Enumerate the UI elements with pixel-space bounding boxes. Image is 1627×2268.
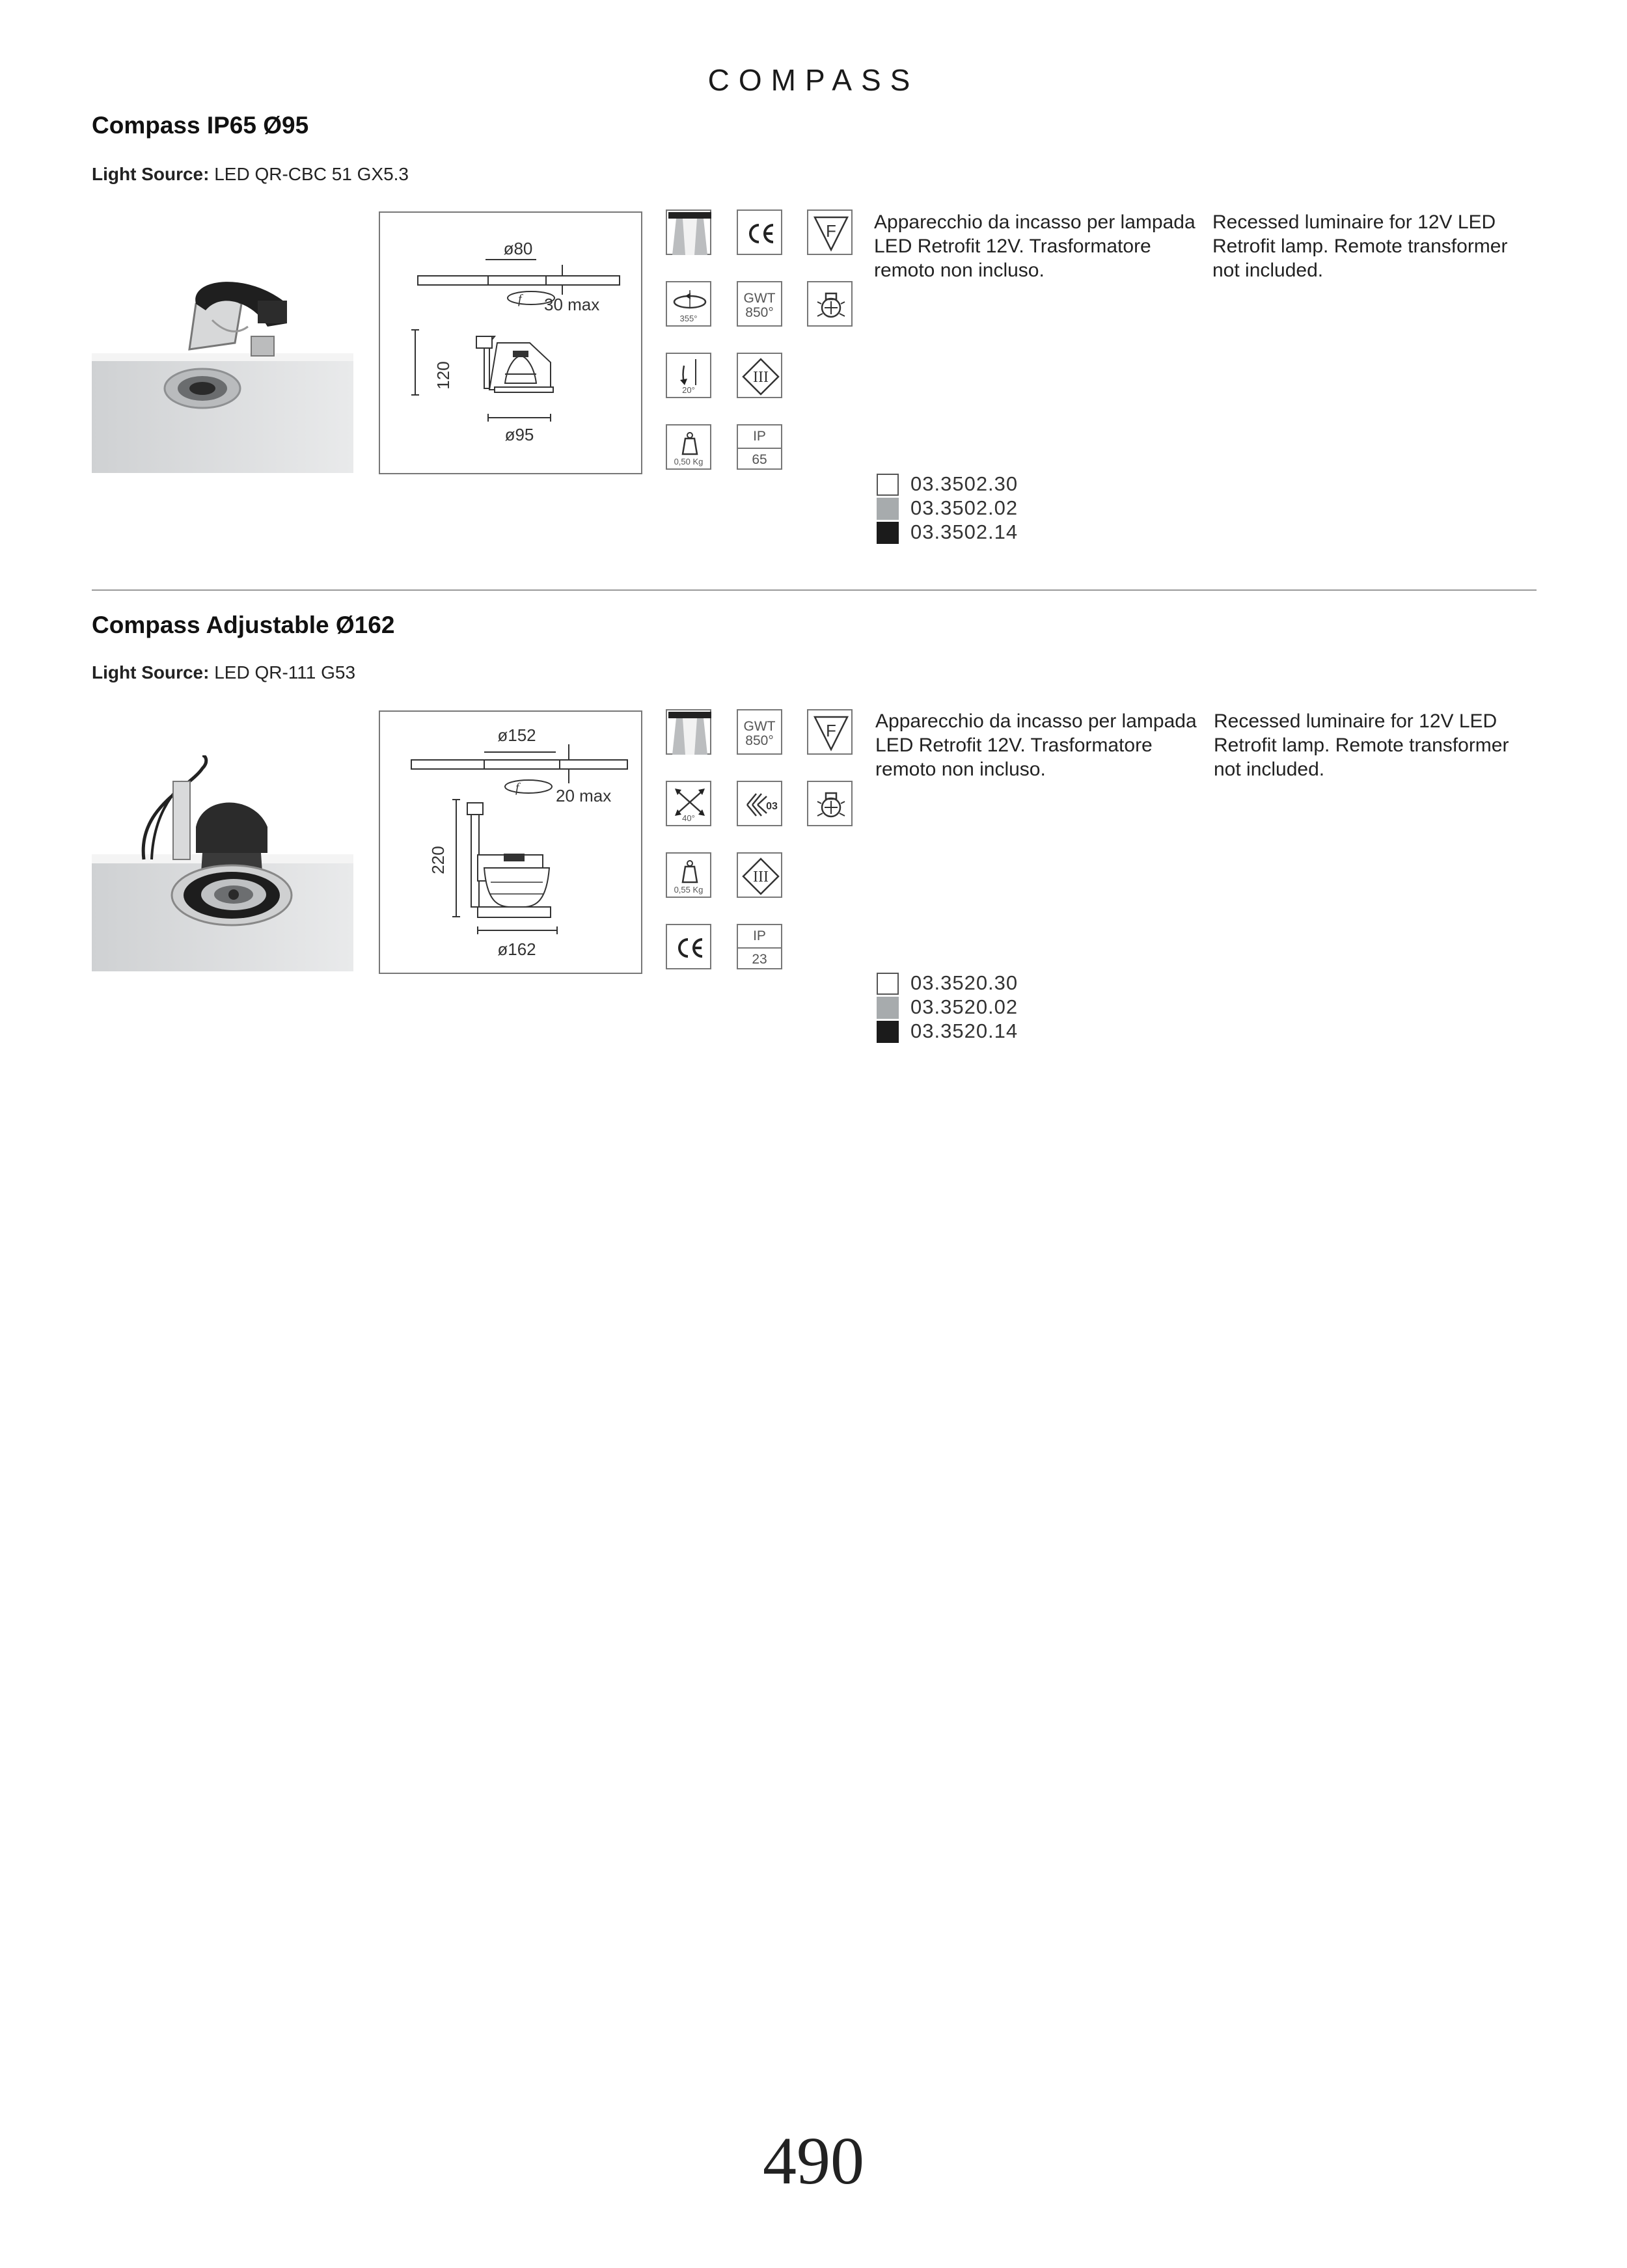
dim-height: 220	[428, 846, 448, 874]
downlight-icon	[807, 781, 853, 826]
finish-swatch-grey	[877, 498, 899, 520]
rotation-icon	[666, 281, 711, 327]
f-mark-icon	[807, 209, 853, 255]
ip-rating-icon	[737, 924, 782, 969]
light-source	[92, 164, 409, 185]
gwt-icon	[737, 709, 782, 755]
f-mark-icon	[807, 709, 853, 755]
class-iii-icon	[737, 353, 782, 398]
d03-mark-icon	[737, 781, 782, 826]
f-mark: F	[826, 221, 836, 241]
dim-max: 30 max	[544, 295, 600, 314]
finish-code: 03.3502.30	[910, 472, 1019, 495]
ip-label: IP	[753, 429, 766, 444]
f-mark: F	[826, 721, 836, 740]
ce-mark-icon	[666, 924, 711, 969]
finish-code: 03.3520.30	[910, 971, 1019, 994]
description-en: Recessed luminaire for 12V LED Retrofit lamp. Remote transformer not included.	[1212, 211, 1508, 281]
description-en: Recessed luminaire for 12V LED Retrofit lamp. Remote transformer not included.	[1214, 710, 1509, 780]
ip-value: 65	[752, 452, 767, 467]
description-it: Apparecchio da incasso per lampada LED Retrofit 12V. Trasformatore remoto non incluso.	[874, 211, 1196, 281]
finish-swatch-black	[877, 1021, 899, 1043]
finish-code: 03.3520.02	[910, 995, 1019, 1018]
gwt-icon	[737, 281, 782, 327]
class-mark: III	[753, 369, 769, 386]
dim-bottom: ø162	[497, 939, 536, 959]
dimension-drawing	[379, 710, 642, 974]
light-source	[92, 662, 355, 683]
finish-code: 03.3502.14	[910, 520, 1019, 543]
dimension-drawing	[379, 211, 642, 474]
light-source-label: Light Source:	[92, 164, 210, 184]
dim-top: ø152	[497, 725, 536, 745]
gwt-line2: 850°	[745, 733, 774, 748]
beam-light-icon	[666, 209, 711, 255]
tilt-icon	[666, 353, 711, 398]
dim-max: 20 max	[556, 786, 612, 805]
description-it: Apparecchio da incasso per lampada LED Retrofit 12V. Trasformatore remoto non incluso.	[875, 710, 1197, 780]
light-source-value: LED QR-CBC 51 GX5.3	[209, 164, 409, 184]
section-divider	[92, 589, 1537, 591]
brand-title: COMPASS	[707, 63, 920, 97]
finish-swatch-white	[877, 973, 899, 995]
product-photo	[92, 755, 353, 971]
finish-swatch-grey	[877, 997, 899, 1019]
beam-caption: 40°	[682, 813, 695, 823]
downlight-icon	[807, 281, 853, 327]
gwt-line2: 850°	[745, 305, 774, 320]
gwt-line1: GWT	[743, 719, 776, 734]
weight-icon	[666, 424, 711, 470]
page-number: 490	[763, 2124, 864, 2198]
product-title: Compass IP65 Ø95	[92, 112, 309, 139]
ip-value: 23	[752, 952, 767, 967]
weight-caption: 0,50 Kg	[674, 457, 704, 466]
ce-mark-icon	[737, 209, 782, 255]
class-mark: III	[753, 869, 769, 885]
product-title: Compass Adjustable Ø162	[92, 612, 395, 638]
ip-label: IP	[753, 928, 766, 943]
svg-text:f: f	[518, 292, 522, 306]
dim-height: 120	[433, 361, 453, 390]
svg-text:f: f	[515, 781, 519, 795]
light-source-value: LED QR-111 G53	[209, 662, 356, 682]
gwt-line1: GWT	[743, 291, 776, 306]
weight-caption: 0,55 Kg	[674, 885, 704, 895]
product-photo	[92, 265, 353, 473]
finish-swatch-white	[877, 474, 899, 496]
beam-angle-icon	[666, 781, 711, 826]
class-iii-icon	[737, 852, 782, 898]
tilt-caption: 20°	[682, 385, 695, 395]
finish-swatch-black	[877, 522, 899, 544]
dim-bottom: ø95	[504, 425, 534, 444]
dim-top: ø80	[503, 239, 533, 258]
rotation-caption: 355°	[679, 314, 698, 323]
d03-mark: 03	[766, 801, 778, 812]
ip-rating-icon	[737, 424, 782, 470]
finish-code: 03.3502.02	[910, 496, 1019, 519]
light-source-label: Light Source:	[92, 662, 210, 682]
weight-icon	[666, 852, 711, 898]
beam-light-icon	[666, 709, 711, 755]
finish-code: 03.3520.14	[910, 1019, 1019, 1042]
